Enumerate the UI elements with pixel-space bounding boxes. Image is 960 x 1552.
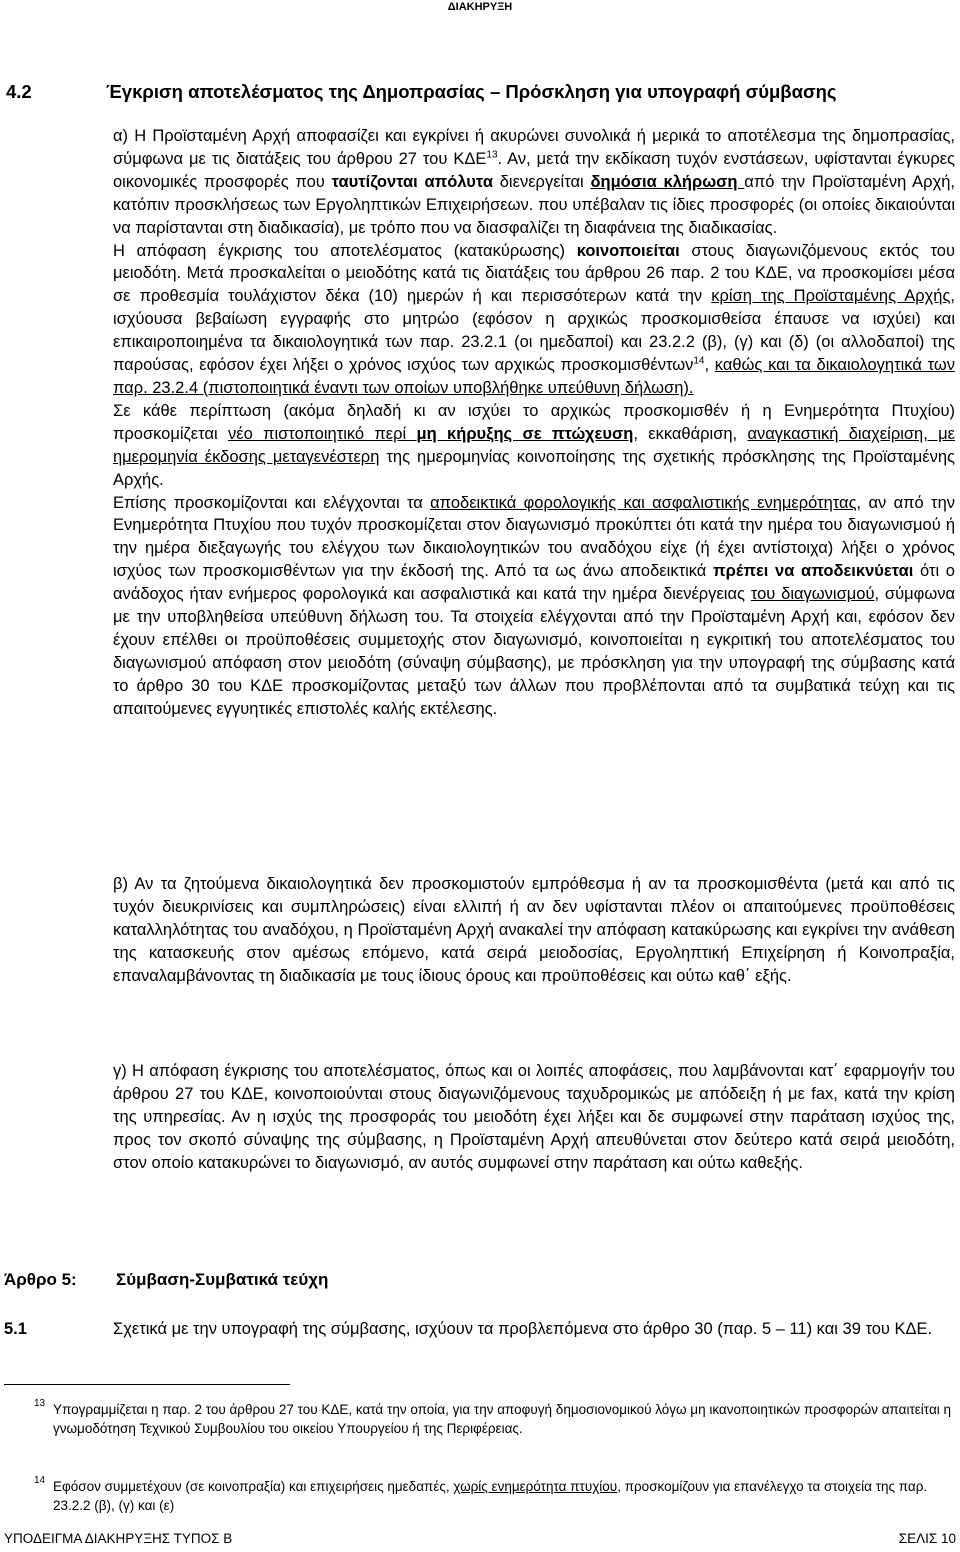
- underlined-text: χωρίς ενημερότητα πτυχίου: [453, 1479, 618, 1494]
- paragraph-a-bankruptcy: [113, 400, 955, 492]
- subsection-number: 5.1: [4, 1320, 27, 1338]
- emphasis: ταυτίζονται απόλυτα: [331, 172, 493, 191]
- text: , εκκαθάριση,: [633, 424, 748, 443]
- paragraph-a: [113, 125, 955, 721]
- footnote-mark: 13: [34, 1398, 46, 1409]
- paragraph-c-text: γ) Η απόφαση έγκρισης του αποτελέσματος, όπως και οι λοιπές αποφάσεις, που λαμβάνονται κατ΄ εφαρμογήν του άρθρου 27 του ΚΔΕ, κοινοποιούνται στους διαγωνιζόμενους ταχυδρομικώς με απόδειξη ή με fax, κατά την κρίση της υπηρεσίας. Αν η ισχύς της προσφοράς του μειοδότη έχει λήξει και δε συμφωνεί στην παράταση ισχύος της, προς τον σκοπό σύναψης της σύμβασης, η Προϊσταμένη Αρχή απευθύνεται στον δεύτερο κατά σειρά μειοδότη, στον οποίο κατακυρώνει το διαγωνισμό, αν αυτός συμφωνεί στην παράταση και ούτω καθεξής.: [113, 1062, 955, 1172]
- text: Σε κάθε περίπτωση (ακόμα δηλαδή κι αν ισχύει το αρχικώς προσκομισθέν ή η Ενημερότητα Πτυχίου) προσκομίζεται: [113, 401, 955, 443]
- text: διενεργείται: [492, 172, 591, 191]
- subsection-text: Σχετικά με την υπογραφή της σύμβασης, ισχύουν τα προβλεπόμενα στο άρθρο 30 (παρ. 5 – 11) και 39 του ΚΔΕ.: [113, 1320, 933, 1338]
- text: Επίσης προσκομίζονται και ελέγχονται τα: [113, 493, 431, 512]
- footnote-separator: [4, 1384, 290, 1385]
- paragraph-a-certificates: [113, 492, 955, 721]
- text: , προσκομίζουν για επανέλεγχο τα στοιχεία της παρ. 23.2.2 (β), (γ) και (ε): [53, 1479, 928, 1514]
- emphasis: κοινοποιείται: [576, 241, 680, 260]
- underlined-text: νέο πιστοποιητικό περί: [227, 424, 417, 443]
- paragraph-a-approval: [113, 240, 955, 400]
- underlined-text: κρίση της Προϊσταμένης Αρχής: [711, 287, 951, 306]
- text: στους διαγωνιζόμενους εκτός του μειοδότη. Μετά προσκαλείται ο μειοδότης κατά τις διατάξεις του άρθρου 26 παρ. 2 του ΚΔΕ, να προσκομίσει μέσα σε προθεσμία τουλάχιστον δέκα (10) ημερών ή και περισσότερων κατά την: [113, 241, 955, 306]
- underlined-text: αποδεικτικά φορολογικής και ασφαλιστικής ενημερότητας: [430, 493, 857, 512]
- footnote-ref-13[interactable]: 13: [486, 149, 498, 161]
- article-label: Άρθρο 5:: [4, 1270, 77, 1289]
- emphasis-underlined: δημόσια κλήρωση: [590, 172, 745, 191]
- underlined-text: του διαγωνισμού,: [750, 585, 880, 604]
- section-title: Έγκριση αποτελέσματος της Δημοπρασίας – Πρόσκληση για υπογραφή σύμβασης: [106, 81, 837, 102]
- footer-document-title: ΥΠΟΔΕΙΓΜΑ ΔΙΑΚΗΡΥΞΗΣ ΤΥΠΟΣ Β: [4, 1531, 233, 1546]
- text: της ημερομηνίας κοινοποίησης της σχετικής πρόσκλησης της Προϊσταμένης Αρχής.: [113, 447, 955, 489]
- emphasis-underlined: μη κήρυξης σε πτώχευση: [416, 424, 634, 443]
- article-title: Σύμβαση-Συμβατικά τεύχη: [116, 1270, 329, 1289]
- article-heading: [4, 1268, 328, 1292]
- paragraph-c: [113, 1060, 955, 1175]
- text: από την Προϊσταμένη Αρχή, κατόπιν προσκλήσεως των Εργοληπτικών Επιχειρήσεων. που υπέβαλαν τις ίδιες προσφορές (οι οποίες δικαιούνται να παρίστανται στη διαδικασία), με τρόπο που να διασφαλίζει τη διαφάνεια της διαδικασίας.: [113, 172, 955, 237]
- text: ότι ο ανάδοχος ήταν ενήμερος φορολογικά και ασφαλιστικά και κατά την ημέρα διενέργειας: [113, 562, 955, 604]
- text: , ισχύουσα βεβαίωση εγγραφής στο μητρώο (εφόσον η αρχικώς προσκομισθείσα έπαυσε να ισχύει) και επικαιροποιημένα τα δικαιολογητικά των παρ. 23.2.1 (οι ημεδαποί) και 23.2.2 (β), (γ) και (δ) (οι αλλοδαποί) της παρούσας, εφόσον έχει λήξει ο χρόνος ισχύος των αρχικώς προσκομισθέντων: [113, 287, 955, 375]
- text: α) Η Προϊσταμένη Αρχή αποφασίζει και εγκρίνει ή ακυρώνει συνολικά ή μερικά το αποτέλεσμα της δημοπρασίας, σύμφωνα με τις διατάξεις του άρθρου 27 του ΚΔΕ: [113, 127, 955, 168]
- page-header: ΔΙΑΚΗΡΥΞΗ: [447, 1, 513, 13]
- emphasis: πρέπει να αποδεικνύεται: [713, 562, 914, 581]
- section-heading: [6, 80, 837, 104]
- text: σύμφωνα με την υποβληθείσα υπεύθυνη δήλωση του. Τα στοιχεία ελέγχονται από την Προϊσταμένη Αρχή και, εφόσον δεν έχουν επέλθει οι προϋποθέσεις συμμετοχής στον διαγωνισμό, κοινοποιείται η εγκριτική του αποτελέσματος του διαγωνισμού απόφαση στον μειοδότη (σύναψη σύμβασης), με πρόσκληση για την υπογραφή της σύμβασης κατά το άρθρο 30 του ΚΔΕ προσκομίζοντας μεταξύ των άλλων που προβλέπονται από τα συμβατικά τεύχη και τις απαιτούμενες εγγυητικές επιστολές καλής εκτέλεσης.: [113, 585, 955, 718]
- footnote-ref-14[interactable]: 14: [693, 355, 705, 367]
- footnote-mark: 14: [34, 1475, 46, 1486]
- paragraph-b-text: β) Αν τα ζητούμενα δικαιολογητικά δεν προσκομιστούν εμπρόθεσμα ή αν τα προσκομισθέντα (μετά και από τις τυχόν διευκρινίσεις και συμπληρώσεις) είναι ελλιπή ή αν δεν υφίστανται πλέον οι απαιτούμενες προϋποθέσεις καταλληλότητας του αναδόχου, η Προϊσταμένη Αρχή ανακαλεί την απόφαση κατακύρωσης και εγκρίνει την ανάθεση της κατασκευής στον αμέσως επόμενο, κατά σειρά μειοδοσίας, Εργοληπτική Επιχείρηση ή Κοινοπραξία, επαναλαμβάνοντας τη διαδικασία με τους ίδιους όρους και προϋποθέσεις και ούτω καθ΄ εξής.: [113, 875, 955, 985]
- text: Η απόφαση έγκρισης του αποτελέσματος (κατακύρωσης): [113, 241, 577, 260]
- paragraph-b: [113, 873, 955, 988]
- text: . Αν, μετά την εκδίκαση τυχόν ενστάσεων, υφίστανται έγκυρες οικονομικές προσφορές που: [113, 149, 956, 191]
- underlined-text: καθώς και τα δικαιολογητικά των παρ. 23.2.4 (πιστοποιητικά έναντι των οποίων υποβλήθηκε υπεύθυνη δήλωση).: [113, 356, 955, 397]
- underlined-text: αναγκαστική διαχείριση, με ημερομηνία έκδοσης μεταγενέστερη: [113, 424, 955, 466]
- text: , αν από την Ενημερότητα Πτυχίου που τυχόν προσκομίζεται στον διαγωνισμό προκύπτει ότι κατά την ημέρα του διαγωνισμού ή την ημέρα διεξαγωγής του ελέγχου των δικαιολογητικών του αναδόχου είχε (ή έχει αντίστοιχα) λήξει ο χρόνος ισχύος των προσκομισθέντων για την έκδοσή της. Από τα ως άνω αποδεικτικά: [113, 493, 956, 581]
- text: ,: [704, 356, 715, 375]
- section-number: 4.2: [6, 81, 32, 102]
- footnote-text: Υπογραμμίζεται η παρ. 2 του άρθρου 27 του ΚΔΕ, κατά την οποία, για την αποφυγή δημοσιονομικού λόγω μη ικανοποιητικών προσφορών απαιτείται η γνωμοδότηση Τεχνικού Συμβουλίου του οικείου Υπουργείου ή της Περιφέρειας.: [53, 1402, 952, 1437]
- footer-page-number: ΣΕΛΙΣ 10: [898, 1531, 956, 1546]
- paragraph-a-intro: [113, 125, 955, 240]
- footnote-text: [53, 1477, 956, 1515]
- text: Εφόσον συμμετέχουν (σε κοινοπραξία) και επιχειρήσεις ημεδαπές,: [53, 1479, 454, 1494]
